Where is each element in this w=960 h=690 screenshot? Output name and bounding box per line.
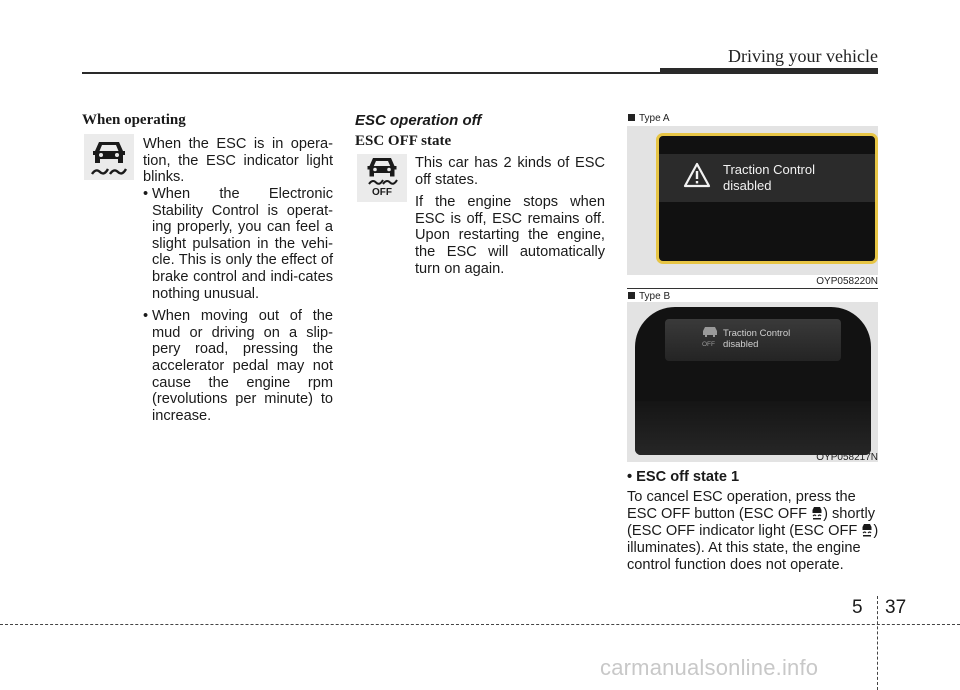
figure-b-floor <box>635 401 871 455</box>
esc-off-small-icon <box>701 325 719 341</box>
when-operating-intro: When the ESC is in opera-tion, the ESC indicator light blinks. <box>143 136 333 186</box>
figure-a-label: Type A <box>628 113 670 124</box>
figure-b-display <box>635 307 871 455</box>
figure-a-message: Traction Control disabled <box>723 162 815 193</box>
header-rule <box>82 72 660 74</box>
chapter-number: 5 <box>852 597 863 618</box>
figure-divider <box>627 288 878 289</box>
esc-off-paragraphs <box>415 155 605 283</box>
bullet-item-mud: • When moving out of the mud or driving on a slip-pery road, pressing the accelerator pedal may not cause the engine rpm (revolutions per minute) to increase. <box>143 308 333 424</box>
esc-off-indicator-icon <box>357 154 407 202</box>
esc-indicator-icon <box>84 134 134 180</box>
esc-off-inline-icon <box>861 523 873 537</box>
figure-b-off-label: OFF <box>702 341 715 348</box>
esc-skid-icon <box>84 134 134 180</box>
esc-off-state-1-heading: • ESC off state 1 <box>627 469 740 485</box>
off-icon-label: OFF <box>372 187 392 198</box>
figure-a-display <box>656 133 878 264</box>
figure-b-code: OYP058217N <box>816 452 878 463</box>
header-rule-thick <box>660 68 878 74</box>
figure-a-code: OYP058220N <box>816 276 878 287</box>
watermark: carmanualsonline.info <box>600 655 819 680</box>
esc-off-state-1-text: To cancel ESC operation, press the ESC OFF button (ESC OFF ) shortly (ESC OFF indicator light (ESC OFF ) illuminates). At this state, the engine control function does not operate. <box>627 489 879 573</box>
footer-divider <box>877 596 878 690</box>
esc-off-state-subheading: ESC OFF state <box>355 133 452 149</box>
esc-operation-off-heading: ESC operation off <box>355 112 482 129</box>
figure-b-message: Traction Control disabled <box>723 328 791 350</box>
figure-b-label: Type B <box>628 291 670 302</box>
bullet-item-pulsation: • When the Electronic Stability Control is operat-ing properly, you can feel a slight pulsation in the vehi-cle. This is only the effect of brake control and indi-cates nothing unusual. <box>143 186 333 302</box>
page-number: 37 <box>885 597 907 618</box>
esc-off-inline-icon <box>811 506 823 520</box>
warning-triangle-icon <box>683 162 711 188</box>
footer-rule <box>0 624 960 625</box>
esc-off-paragraph-restart: If the engine stops when ESC is off, ESC remains off. Upon restarting the engine, the ESC will automatically turn on again. <box>415 194 605 277</box>
when-operating-heading: When operating <box>82 112 186 128</box>
when-operating-bullets <box>143 186 333 430</box>
section-title: Driving your vehicle <box>728 46 878 66</box>
esc-off-paragraph-kinds: This car has 2 kinds of ESC off states. <box>415 155 605 188</box>
